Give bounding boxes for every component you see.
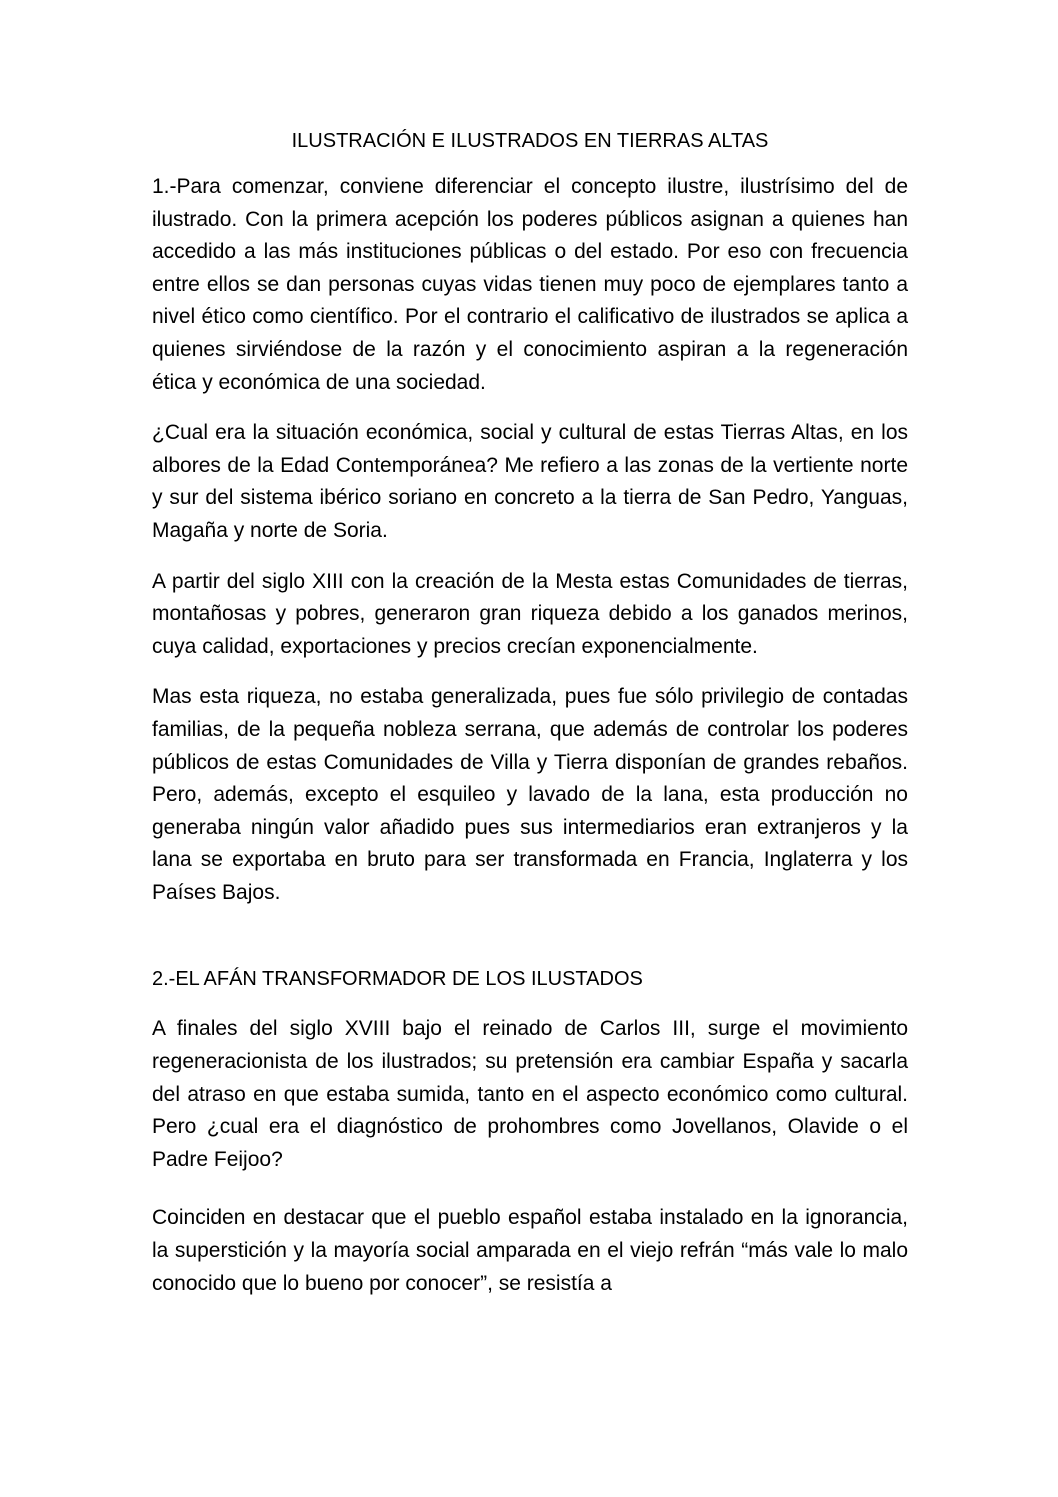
paragraph-ignorance: Coinciden en destacar que el pueblo español estaba instalado en la ignorancia, la superstición y la mayoría social amparada en el viejo refrán “más vale lo malo conocido que lo bueno por conocer”, se resistía a (152, 1206, 908, 1295)
section-2-heading: 2.-EL AFÁN TRANSFORMADOR DE LOS ILUSTADOS (152, 968, 643, 991)
paragraph-situation-question: ¿Cual era la situación económica, social y cultural de estas Tierras Altas, en los albores de la Edad Contemporánea? Me refiero a las zonas de la vertiente norte y sur del sistema ibérico soriano en concreto a la tierra de San Pedro, Yanguas, Magaña y norte de Soria. (152, 421, 908, 542)
paragraph-intro-definitions: 1.-Para comenzar, conviene diferenciar el concepto ilustre, ilustrísimo del de ilustrado. Con la primera acepción los poderes públicos asignan a quienes han accedido a las más instituciones públicas o del estado. Por eso con frecuencia entre ellos se dan personas cuyas vidas tienen muy poco de ejemplares tanto a nivel ético como científico. Por el contrario el calificativo de ilustrados se aplica a quienes sirviéndose de la razón y el conocimiento aspiran a la regeneración ética y económica de una sociedad. (152, 175, 908, 394)
document-title: ILUSTRACIÓN E ILUSTRADOS EN TIERRAS ALTAS (291, 130, 769, 152)
document-body (152, 125, 908, 1318)
paragraph-carlos-iii: A finales del siglo XVIII bajo el reinado de Carlos III, surge el movimiento regeneracionista de los ilustrados; su pretensión era cambiar España y sacarla del atraso en que estaba sumida, tanto en el aspecto económico como cultural. Pero ¿cual era el diagnóstico de prohombres como Jovellanos, Olavide o el Padre Feijoo? (152, 1017, 908, 1171)
paragraph-wealth-distribution: Mas esta riqueza, no estaba generalizada, pues fue sólo privilegio de contadas familias, de la pequeña nobleza serrana, que además de controlar los poderes públicos de estas Comunidades de Villa y Tierra disponían de grandes rebaños. Pero, además, excepto el esquileo y lavado de la lana, esta producción no generaba ningún valor añadido pues sus intermediarios eran extranjeros y la lana se exportaba en bruto para ser transformada en Francia, Inglaterra y los Países Bajos. (152, 685, 908, 904)
paragraph-mesta-wealth: A partir del siglo XIII con la creación de la Mesta estas Comunidades de tierras, montañosas y pobres, generaron gran riqueza debido a los ganados merinos, cuya calidad, exportaciones y precios crecían exponencialmente. (152, 569, 908, 658)
